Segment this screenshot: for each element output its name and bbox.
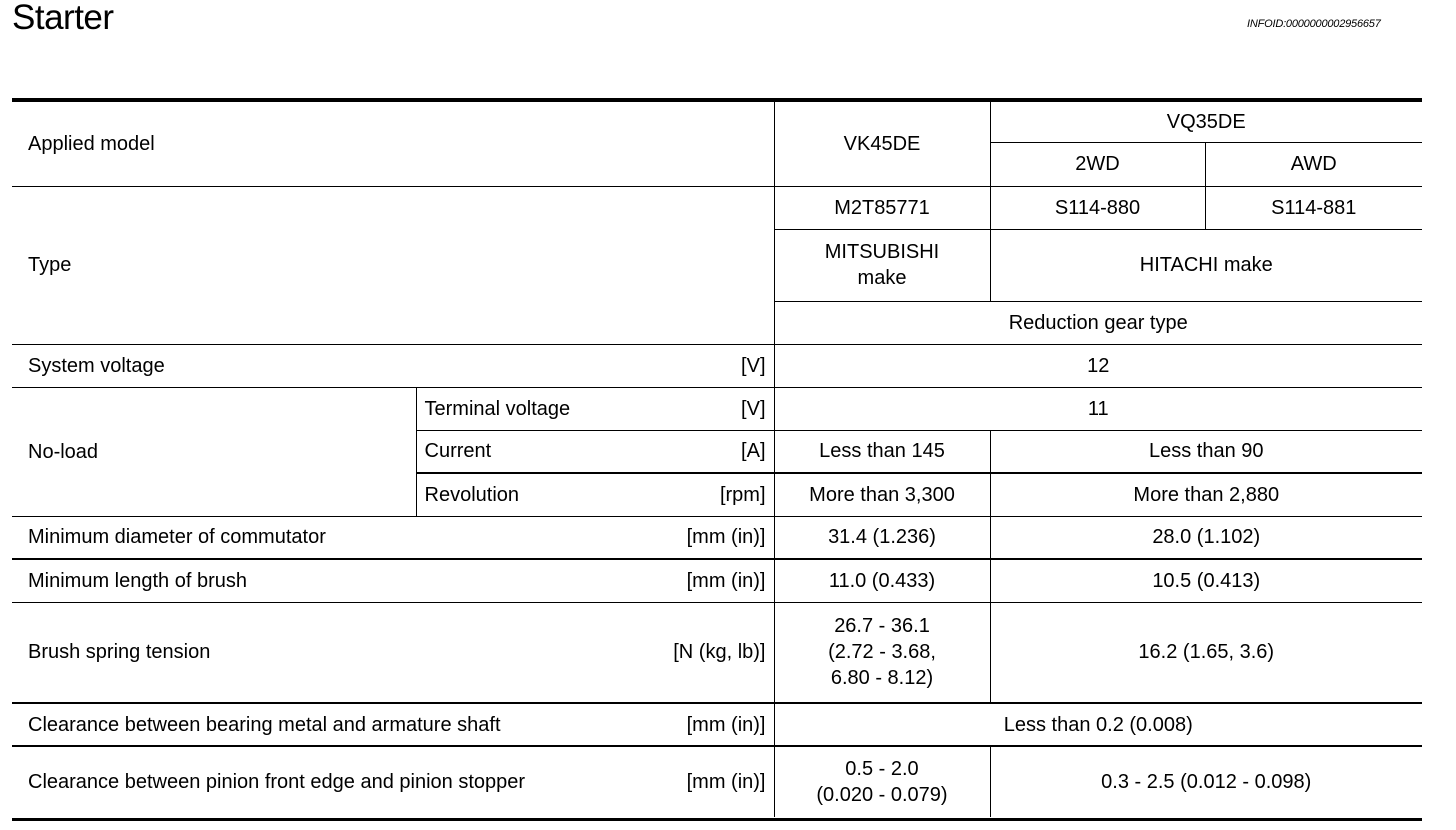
current-unit: [A]	[741, 440, 766, 463]
brush-spring-label: Brush spring tension	[28, 641, 211, 664]
commutator-label-cell	[12, 516, 774, 559]
brush-length-unit: [mm (in)]	[686, 569, 766, 592]
brush-length-label-cell	[12, 559, 774, 602]
pinion-clearance-label: Clearance between pinion front edge and pinion stopper	[28, 771, 526, 793]
applied-model-row	[12, 100, 1422, 142]
commutator-unit: [mm (in)]	[686, 526, 766, 549]
bearing-clearance-unit: [mm (in)]	[686, 713, 766, 736]
brush-length-label: Minimum length of brush	[28, 569, 247, 592]
brush-spring-vq: 16.2 (1.65, 3.6)	[990, 602, 1422, 703]
type-vk-make	[774, 229, 990, 301]
brush-spring-vk-line3: 6.80 - 8.12)	[830, 667, 934, 690]
type-vq-awd-part: S114-881	[1205, 186, 1422, 229]
terminal-voltage-label-cell	[416, 387, 774, 430]
revolution-label-cell	[416, 473, 774, 516]
type-vq-2wd-part: S114-880	[990, 186, 1205, 229]
model-vq-2wd: 2WD	[990, 142, 1205, 186]
pinion-clearance-vq: 0.3 - 2.5 (0.012 - 0.098)	[990, 746, 1422, 817]
info-id: INFOID:0000000002956657	[1247, 18, 1381, 30]
commutator-vq: 28.0 (1.102)	[990, 516, 1422, 559]
bearing-clearance-label: Clearance between bearing metal and armature shaft	[28, 713, 501, 736]
system-voltage-row	[12, 344, 1422, 387]
brush-spring-label-cell	[12, 602, 774, 703]
brush-spring-vk-line2: (2.72 - 3.68,	[828, 641, 936, 664]
pinion-clearance-vk-line1: 0.5 - 2.0	[845, 758, 919, 780]
pinion-clearance-label-cell	[12, 746, 774, 817]
type-vk-part: M2T85771	[774, 186, 990, 229]
model-vq-awd: AWD	[1205, 142, 1422, 186]
type-vk-make-line1: MITSUBISHI	[824, 241, 940, 263]
system-voltage-label-cell	[12, 344, 774, 387]
commutator-vk: 31.4 (1.236)	[774, 516, 990, 559]
current-label-cell	[416, 430, 774, 473]
pinion-clearance-row	[12, 746, 1422, 817]
no-load-terminal-row	[12, 387, 1422, 430]
no-load-label: No-load	[12, 387, 416, 516]
pinion-clearance-unit: [mm (in)]	[686, 771, 766, 793]
model-vk45de: VK45DE	[774, 100, 990, 186]
applied-model-label: Applied model	[12, 100, 774, 186]
current-vk: Less than 145	[774, 430, 990, 473]
type-vq-make: HITACHI make	[990, 229, 1422, 301]
table-bottom-rule	[12, 818, 1422, 821]
terminal-voltage-label: Terminal voltage	[424, 397, 571, 420]
commutator-label: Minimum diameter of commutator	[28, 526, 326, 549]
revolution-vk: More than 3,300	[774, 473, 990, 516]
revolution-vq: More than 2,880	[990, 473, 1422, 516]
terminal-voltage-value: 11	[774, 387, 1422, 430]
type-gear: Reduction gear type	[774, 301, 1422, 344]
terminal-voltage-unit: [V]	[741, 397, 766, 420]
brush-length-vq: 10.5 (0.413)	[990, 559, 1422, 602]
brush-spring-vk	[774, 602, 990, 703]
revolution-unit: [rpm]	[719, 483, 766, 506]
current-vq: Less than 90	[990, 430, 1422, 473]
starter-spec-table	[12, 98, 1422, 817]
system-voltage-unit: [V]	[741, 354, 766, 377]
brush-spring-vk-line1: 26.7 - 36.1	[834, 615, 930, 638]
type-vk-make-line2: make	[857, 267, 907, 289]
bearing-clearance-value: Less than 0.2 (0.008)	[774, 703, 1422, 746]
pinion-clearance-vk-line2: (0.020 - 0.079)	[816, 784, 948, 806]
system-voltage-label: System voltage	[28, 354, 165, 377]
brush-length-row	[12, 559, 1422, 602]
bearing-clearance-label-cell	[12, 703, 774, 746]
model-vq35de: VQ35DE	[990, 100, 1422, 142]
type-label: Type	[12, 186, 774, 344]
brush-spring-unit: [N (kg, lb)]	[673, 641, 766, 664]
pinion-clearance-vk	[774, 746, 990, 817]
bearing-clearance-row	[12, 703, 1422, 746]
current-label: Current	[424, 440, 492, 463]
system-voltage-value: 12	[774, 344, 1422, 387]
brush-length-vk: 11.0 (0.433)	[774, 559, 990, 602]
brush-spring-row	[12, 602, 1422, 703]
page-title: Starter	[12, 0, 114, 37]
commutator-row	[12, 516, 1422, 559]
revolution-label: Revolution	[424, 483, 520, 506]
type-row	[12, 186, 1422, 229]
